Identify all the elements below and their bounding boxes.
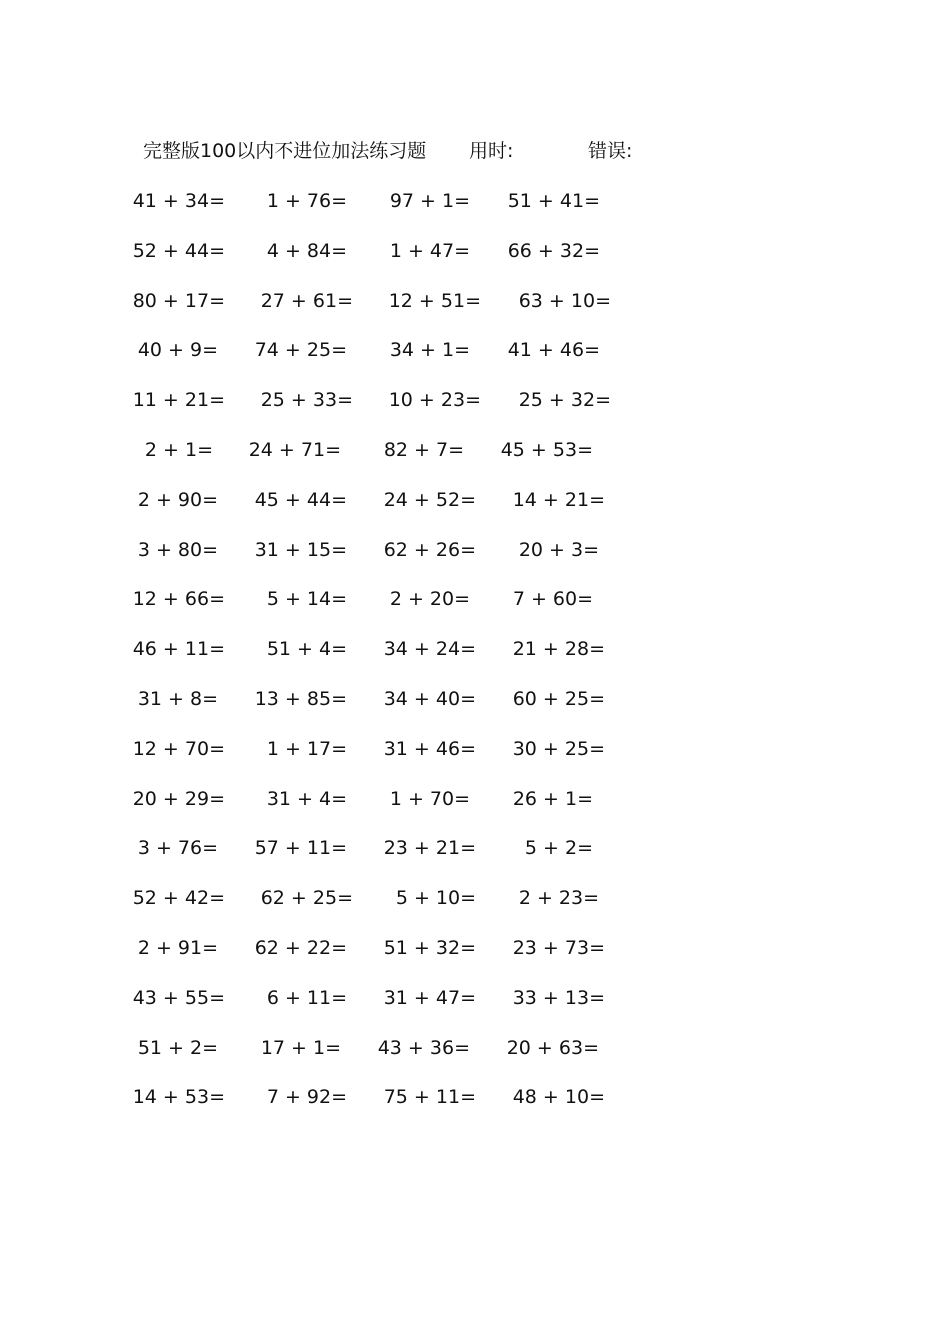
addition-problem: 1 + 17= <box>266 737 347 760</box>
addition-problem: 52 + 44= <box>132 239 225 262</box>
addition-problem: 45 + 53= <box>500 439 593 461</box>
addition-problem: 26 + 1= <box>512 787 593 810</box>
worksheet-title: 完整版100以内不进位加法练习题 <box>143 140 427 162</box>
problem-row <box>0 1082 950 1112</box>
addition-problem: 66 + 32= <box>507 239 600 262</box>
addition-problem: 3 + 76= <box>137 837 218 860</box>
addition-problem: 23 + 73= <box>512 937 605 959</box>
addition-problem: 12 + 51= <box>388 289 481 312</box>
addition-problem: 14 + 53= <box>132 1086 225 1109</box>
addition-problem: 57 + 11= <box>254 837 347 860</box>
addition-problem: 17 + 1= <box>260 1036 341 1059</box>
problem-row <box>0 286 950 316</box>
addition-problem: 25 + 32= <box>518 389 611 412</box>
addition-problem: 2 + 90= <box>137 488 218 511</box>
addition-problem: 7 + 60= <box>512 588 593 611</box>
problem-row <box>0 186 950 216</box>
addition-problem: 5 + 14= <box>266 588 347 611</box>
addition-problem: 82 + 7= <box>383 439 464 461</box>
addition-problem: 34 + 40= <box>383 688 476 710</box>
addition-problem: 33 + 13= <box>512 986 605 1009</box>
addition-problem: 51 + 4= <box>266 638 347 661</box>
problem-row <box>0 983 950 1013</box>
time-used-label: 用时: <box>469 140 514 162</box>
addition-problem: 12 + 70= <box>132 737 225 760</box>
addition-problem: 31 + 46= <box>383 737 476 760</box>
addition-problem: 41 + 46= <box>507 339 600 362</box>
addition-problem: 31 + 8= <box>137 688 218 710</box>
addition-problem: 1 + 76= <box>266 190 347 212</box>
addition-problem: 14 + 21= <box>512 488 605 511</box>
addition-problem: 12 + 66= <box>132 588 225 611</box>
addition-problem: 52 + 42= <box>132 887 225 910</box>
addition-problem: 43 + 55= <box>132 986 225 1009</box>
addition-problem: 1 + 47= <box>389 239 470 262</box>
addition-problem: 1 + 70= <box>389 787 470 810</box>
addition-problem: 34 + 1= <box>389 339 470 362</box>
addition-problem: 41 + 34= <box>132 190 225 212</box>
problem-row <box>0 236 950 266</box>
addition-problem: 6 + 11= <box>266 986 347 1009</box>
addition-problem: 74 + 25= <box>254 339 347 362</box>
problem-row <box>0 435 950 465</box>
addition-problem: 62 + 22= <box>254 937 347 959</box>
addition-problem: 2 + 91= <box>137 937 218 959</box>
addition-problem: 48 + 10= <box>512 1086 605 1109</box>
addition-problem: 45 + 44= <box>254 488 347 511</box>
addition-problem: 31 + 47= <box>383 986 476 1009</box>
addition-problem: 51 + 41= <box>507 190 600 212</box>
addition-problem: 11 + 21= <box>132 389 225 412</box>
problem-row <box>0 535 950 565</box>
addition-problem: 2 + 1= <box>144 439 213 461</box>
problem-row <box>0 684 950 714</box>
addition-problem: 27 + 61= <box>260 289 353 312</box>
addition-problem: 40 + 9= <box>137 339 218 362</box>
addition-problem: 63 + 10= <box>518 289 611 312</box>
problem-row <box>0 335 950 365</box>
problem-row <box>0 485 950 515</box>
errors-label: 错误: <box>588 140 633 162</box>
addition-problem: 60 + 25= <box>512 688 605 710</box>
addition-problem: 97 + 1= <box>389 190 470 212</box>
problem-row <box>0 883 950 913</box>
addition-problem: 51 + 2= <box>137 1036 218 1059</box>
addition-problem: 23 + 21= <box>383 837 476 860</box>
addition-problem: 13 + 85= <box>254 688 347 710</box>
addition-problem: 2 + 20= <box>389 588 470 611</box>
addition-problem: 62 + 25= <box>260 887 353 910</box>
addition-problem: 43 + 36= <box>377 1036 470 1059</box>
addition-problem: 30 + 25= <box>512 737 605 760</box>
addition-problem: 25 + 33= <box>260 389 353 412</box>
addition-problem: 2 + 23= <box>518 887 599 910</box>
addition-problem: 75 + 11= <box>383 1086 476 1109</box>
addition-problem: 46 + 11= <box>132 638 225 661</box>
addition-problem: 31 + 4= <box>266 787 347 810</box>
problem-row <box>0 1033 950 1063</box>
addition-problem: 31 + 15= <box>254 538 347 561</box>
addition-problem: 5 + 10= <box>395 887 476 910</box>
problem-row <box>0 584 950 614</box>
addition-problem: 7 + 92= <box>266 1086 347 1109</box>
problem-row <box>0 784 950 814</box>
addition-problem: 21 + 28= <box>512 638 605 661</box>
addition-problem: 34 + 24= <box>383 638 476 661</box>
addition-problem: 10 + 23= <box>388 389 481 412</box>
addition-problem: 20 + 3= <box>518 538 599 561</box>
addition-problem: 80 + 17= <box>132 289 225 312</box>
addition-problem: 20 + 29= <box>132 787 225 810</box>
problem-row <box>0 734 950 764</box>
addition-problem: 4 + 84= <box>266 239 347 262</box>
addition-problem: 51 + 32= <box>383 937 476 959</box>
addition-problem: 24 + 71= <box>248 439 341 461</box>
addition-problem: 5 + 2= <box>524 837 593 860</box>
problem-row <box>0 833 950 863</box>
addition-problem: 3 + 80= <box>137 538 218 561</box>
addition-problem: 20 + 63= <box>506 1036 599 1059</box>
problem-row <box>0 634 950 664</box>
addition-problem: 62 + 26= <box>383 538 476 561</box>
problem-row <box>0 933 950 963</box>
addition-problem: 24 + 52= <box>383 488 476 511</box>
problem-row <box>0 385 950 415</box>
